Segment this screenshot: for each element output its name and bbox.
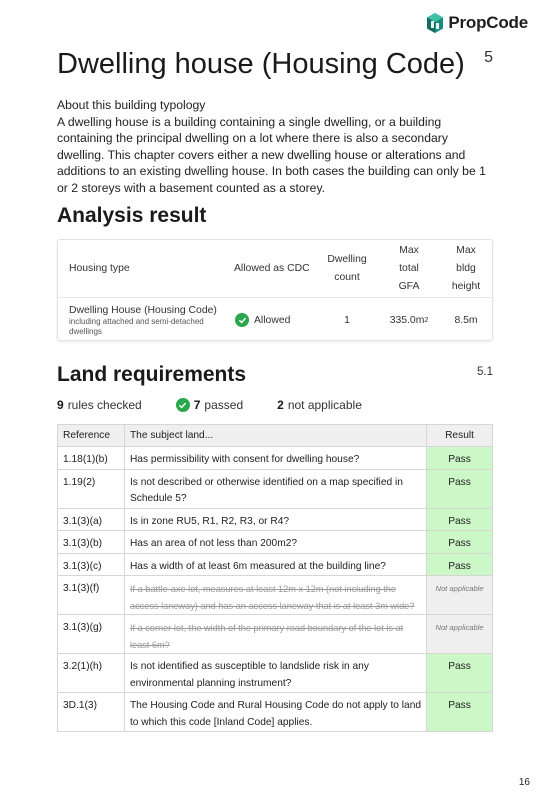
rule-ref: 3.1(3)(a) xyxy=(58,508,125,531)
page-title: Dwelling house (Housing Code) xyxy=(57,48,465,80)
rule-result: Pass xyxy=(427,654,493,693)
rule-text: Has permissibility with consent for dwelling house? xyxy=(124,447,426,470)
rules-na-count: 2 xyxy=(277,398,284,412)
rule-ref: 3.1(3)(f) xyxy=(58,576,125,615)
land-requirements-title: Land requirements xyxy=(57,363,247,386)
analysis-result-card xyxy=(57,239,493,341)
rule-ref: 1.19(2) xyxy=(58,469,125,508)
rule-text: Is in zone RU5, R1, R2, R3, or R4? xyxy=(124,508,426,531)
header-dwelling-count xyxy=(316,240,378,298)
gfa-unit-superscript: 2 xyxy=(424,316,429,324)
rule-result: Pass xyxy=(427,531,493,554)
rule-result: Pass xyxy=(427,693,493,732)
col-subject: The subject land... xyxy=(124,425,426,447)
table-row xyxy=(58,508,493,531)
rules-not-applicable xyxy=(277,398,362,412)
table-row xyxy=(58,576,493,615)
propcode-logo-icon xyxy=(426,12,444,34)
rules-passed-label: passed xyxy=(204,398,244,412)
allowed-cell xyxy=(235,298,315,342)
table-row xyxy=(58,615,493,654)
header-gfa-line3: GFA xyxy=(398,281,420,292)
rules-na-label: not applicable xyxy=(287,398,362,412)
about-body: A dwelling house is a building containing a single dwelling, or a building containing the principal dwelling on a lot where there is also a secondary dwelling. This chapter covers either a new dwelling house or alterations and additions to an existing dwelling house. In both cases the building can only be 1 or 2 storeys with a basement counted as a storey. xyxy=(57,114,486,195)
rules-passed xyxy=(176,398,243,412)
housing-type-cell xyxy=(69,298,229,342)
table-row xyxy=(58,654,493,693)
header-height-line3: height xyxy=(451,281,481,292)
header-max-gfa xyxy=(381,240,437,298)
section-number: 5 xyxy=(484,49,493,66)
propcode-logo xyxy=(426,12,528,34)
gfa-number: 335.0m xyxy=(389,314,425,326)
analysis-header xyxy=(58,240,492,298)
max-gfa-value xyxy=(381,298,437,342)
rules-summary xyxy=(57,398,362,412)
housing-type-subtitle: including attached and semi-detached dwellings xyxy=(69,316,204,336)
about-heading: About this building typology xyxy=(57,98,206,112)
dwelling-count-value: 1 xyxy=(344,314,350,326)
rule-ref: 3.1(3)(b) xyxy=(58,531,125,554)
about-section xyxy=(57,97,497,196)
rules-passed-count: 7 xyxy=(193,398,201,412)
rule-text: Has an area of not less than 200m2? xyxy=(124,531,426,554)
analysis-title: Analysis result xyxy=(57,204,207,227)
header-dwelling-line1: Dwelling xyxy=(327,254,367,265)
rule-ref: 3D.1(3) xyxy=(58,693,125,732)
header-gfa-line1: Max xyxy=(399,245,419,256)
rule-text: If a corner lot, the width of the primary road boundary of the lot is at least 6m? xyxy=(124,615,426,654)
check-circle-icon xyxy=(176,398,190,412)
header-housing-type: Housing type xyxy=(69,263,130,274)
table-row xyxy=(58,469,493,508)
header-max-height xyxy=(440,240,492,298)
page-number: 16 xyxy=(518,777,530,788)
table-row xyxy=(58,553,493,576)
rule-result: Pass xyxy=(427,508,493,531)
rule-text: Is not identified as susceptible to landslide risk in any environmental planning instrument? xyxy=(124,654,426,693)
rule-result: Not applicable xyxy=(427,615,493,654)
header-height-line1: Max xyxy=(456,245,476,256)
rule-ref: 3.1(3)(g) xyxy=(58,615,125,654)
col-result: Result xyxy=(427,425,493,447)
rule-text: Is not described or otherwise identified on a map specified in Schedule 5? xyxy=(124,469,426,508)
rule-text: Has a width of at least 6m measured at the building line? xyxy=(124,553,426,576)
rules-checked-label: rules checked xyxy=(67,398,142,412)
housing-type-value: Dwelling House (Housing Code) xyxy=(69,304,217,316)
header-allowed: Allowed as CDC xyxy=(234,263,310,274)
rule-text: If a battle-axe lot, measures at least 12m x 12m (not including the access laneway) and has an access laneway that is at least 3m wide? xyxy=(124,576,426,615)
rule-result: Pass xyxy=(427,469,493,508)
rule-result: Pass xyxy=(427,447,493,470)
header-dwelling-line2: count xyxy=(334,272,360,283)
brand-name: PropCode xyxy=(448,13,528,32)
header-gfa-line2: total xyxy=(399,263,419,274)
rule-ref: 3.1(3)(c) xyxy=(58,553,125,576)
rule-ref: 1.18(1)(b) xyxy=(58,447,125,470)
table-header-row xyxy=(58,425,493,447)
header-height-line2: bldg xyxy=(456,263,476,274)
land-section-number: 5.1 xyxy=(477,366,493,378)
table-row xyxy=(58,693,493,732)
col-reference: Reference xyxy=(58,425,125,447)
rules-checked xyxy=(57,398,142,412)
allowed-value: Allowed xyxy=(254,314,291,326)
table-row xyxy=(58,531,493,554)
max-height-value: 8.5m xyxy=(454,314,478,326)
rule-result: Pass xyxy=(427,553,493,576)
land-rules-table xyxy=(57,424,493,732)
rule-ref: 3.2(1)(h) xyxy=(58,654,125,693)
rules-checked-count: 9 xyxy=(57,398,64,412)
rule-text: The Housing Code and Rural Housing Code do not apply to land to which this code [Inland Code] applies. xyxy=(124,693,426,732)
table-row xyxy=(58,447,493,470)
check-circle-icon xyxy=(235,313,249,327)
rule-result: Not applicable xyxy=(427,576,493,615)
